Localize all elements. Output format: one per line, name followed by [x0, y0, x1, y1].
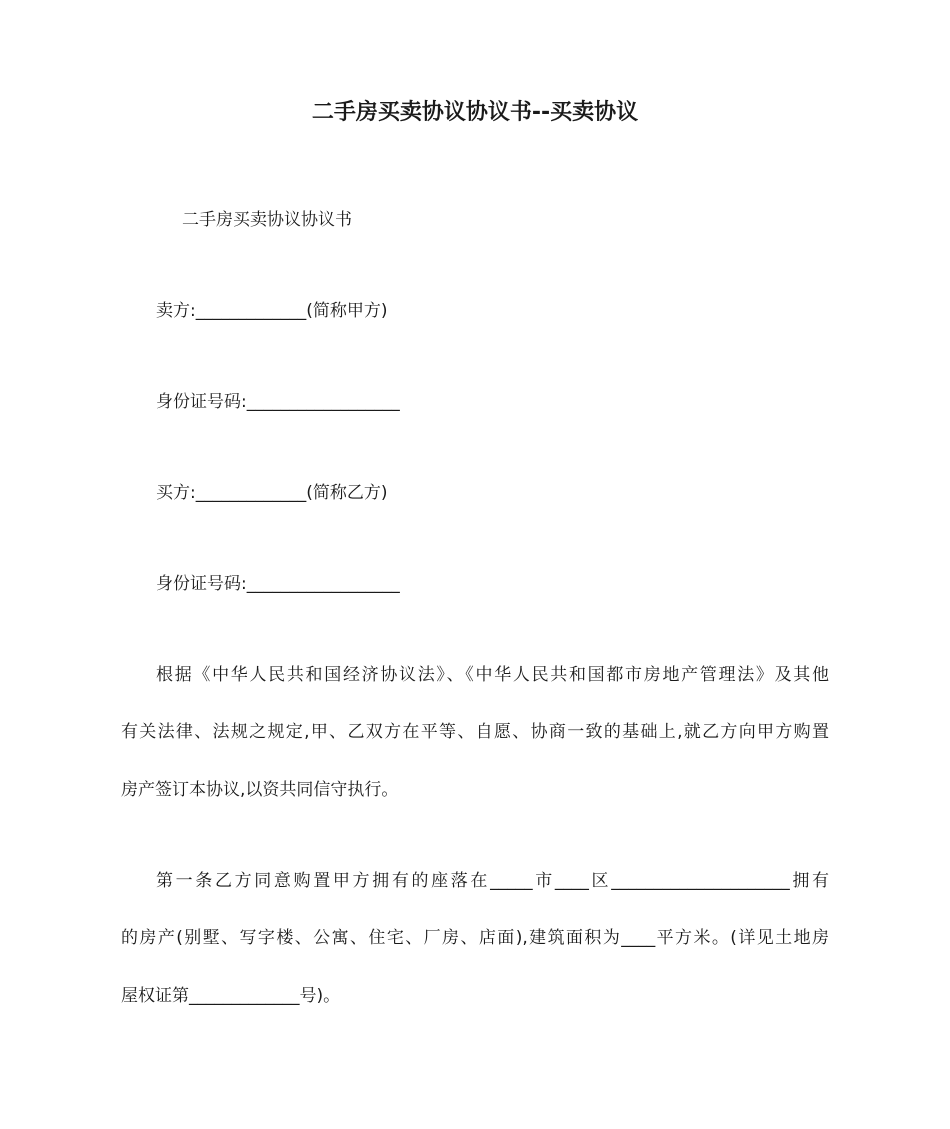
preamble-line-1: 根据《中华人民共和国经济协议法》、《中华人民共和国都市房地产管理法》及其他 [156, 665, 829, 685]
buyer-line: 买方:_____________(简称乙方) [156, 483, 388, 503]
article-1-line-1: 第一条乙方同意购置甲方拥有的座落在_____市____区_____________________拥有 [156, 871, 829, 891]
buyer-id-line: 身份证号码:__________________ [156, 574, 400, 594]
article-1-paragraph [121, 869, 829, 1019]
article-1-line-2: 的房产(别墅、写字楼、公寓、住宅、厂房、店面),建筑面积为____平方米。(详见土地房 [121, 928, 829, 948]
preamble-line-2: 有关法律、法规之规定,甲、乙双方在平等、自愿、协商一致的基础上,就乙方向甲方购置 [121, 722, 829, 742]
preamble-paragraph [121, 663, 829, 813]
seller-line: 卖方:_____________(简称甲方) [156, 301, 388, 321]
seller-id-line: 身份证号码:__________________ [156, 392, 400, 412]
preamble-line-3: 房产签订本协议,以资共同信守执行。 [121, 780, 399, 800]
document-title: 二手房买卖协议协议书--买卖协议 [311, 100, 639, 125]
document-subtitle: 二手房买卖协议协议书 [182, 210, 352, 230]
article-1-line-3: 屋权证第_____________号)。 [121, 986, 341, 1006]
